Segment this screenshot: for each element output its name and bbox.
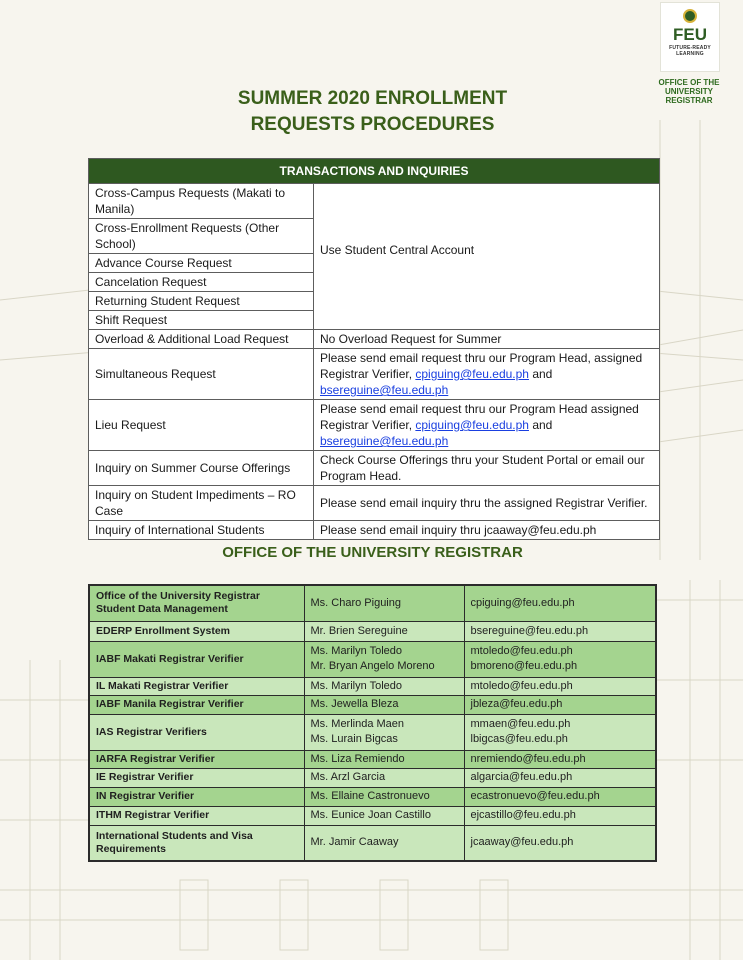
email-cell[interactable]: bsereguine@feu.edu.ph [464,621,656,641]
table-row [89,787,656,806]
email-cell[interactable]: cpiguing@feu.edu.ph [464,585,656,621]
office-cell: EDERP Enrollment System [89,621,304,641]
table-row [89,768,656,787]
office-label-line1: OFFICE OF THE [658,78,720,87]
university-seal-icon [683,9,697,23]
table-row [89,621,656,641]
request-cross-campus: Cross-Campus Requests (Makati to Manila) [89,184,314,219]
request-cross-enrollment: Cross-Enrollment Requests (Other School) [89,219,314,254]
international-note: Please send email inquiry thru jcaaway@feu.edu.ph [314,521,660,540]
person-cell: Ms. Merlinda Maen Ms. Lurain Bigcas [304,714,464,750]
person-cell: Ms. Liza Remiendo [304,750,464,768]
request-returning-student: Returning Student Request [89,292,314,311]
email-cell[interactable]: ejcastillo@feu.edu.ph [464,806,656,825]
email-link-cpiguing[interactable]: cpiguing@feu.edu.ph [415,367,529,381]
table-row [89,750,656,768]
course-offerings-note: Check Course Offerings thru your Student Portal or email our Program Head. [314,451,660,486]
person-cell: Ms. Jewella Bleza [304,695,464,714]
office-cell: IARFA Registrar Verifier [89,750,304,768]
office-cell: IABF Makati Registrar Verifier [89,641,304,677]
table-row [89,677,656,695]
simultaneous-note [314,349,660,400]
office-cell: IL Makati Registrar Verifier [89,677,304,695]
email-cell[interactable]: mtoledo@feu.edu.ph [464,677,656,695]
registrar-section-title: OFFICE OF THE UNIVERSITY REGISTRAR [222,544,523,561]
person-cell: Ms. Ellaine Castronuevo [304,787,464,806]
email-cell[interactable]: mmaen@feu.edu.ph lbigcas@feu.edu.ph [464,714,656,750]
logo-brand: FEU [673,25,707,44]
email-cell[interactable]: nremiendo@feu.edu.ph [464,750,656,768]
person-cell: Ms. Marilyn Toledo Mr. Bryan Angelo Moreno [304,641,464,677]
transactions-table [88,158,660,540]
person-cell: Ms. Charo Piguing [304,585,464,621]
simultaneous-note-and: and [528,367,553,381]
registrar-directory-table [88,584,657,862]
email-cell[interactable]: jbleza@feu.edu.ph [464,695,656,714]
table-row [89,806,656,825]
office-label-line3: REGISTRAR [665,96,713,105]
overload-label: Overload & Additional Load Request [89,330,314,349]
office-cell: IAS Registrar Verifiers [89,714,304,750]
person-cell: Ms. Arzl Garcia [304,768,464,787]
table-row [89,641,656,677]
logo-tagline-line2: LEARNING [676,51,704,57]
email-cell[interactable]: algarcia@feu.edu.ph [464,768,656,787]
office-cell: Office of the University Registrar Student Data Management [89,585,304,621]
lieu-note-text: Please send email request thru our Program Head assigned Registrar Verifier, [320,402,639,432]
simultaneous-label: Simultaneous Request [89,349,314,400]
office-cell: IN Registrar Verifier [89,787,304,806]
course-offerings-label: Inquiry on Summer Course Offerings [89,451,314,486]
table-row [89,585,656,621]
lieu-note [314,400,660,451]
page-title-line1: SUMMER 2020 ENROLLMENT [237,88,508,109]
request-advance-course: Advance Course Request [89,254,314,273]
office-cell: International Students and Visa Requirements [89,825,304,861]
office-cell: ITHM Registrar Verifier [89,806,304,825]
student-central-note: Use Student Central Account [314,184,660,330]
office-cell: IE Registrar Verifier [89,768,304,787]
table-row [89,825,656,861]
logo-tagline [669,45,711,57]
overload-note: No Overload Request for Summer [314,330,660,349]
impediments-label: Inquiry on Student Impediments – RO Case [89,486,314,521]
feu-logo [660,2,720,72]
table-row [89,695,656,714]
simultaneous-note-text: Please send email request thru our Program Head, assigned Registrar Verifier, [320,351,643,381]
email-cell[interactable]: ecastronuevo@feu.edu.ph [464,787,656,806]
person-cell: Ms. Marilyn Toledo [304,677,464,695]
logo-tagline-line1: FUTURE-READY [669,45,711,51]
page-title [150,86,595,138]
person-cell: Mr. Brien Sereguine [304,621,464,641]
email-cell[interactable]: jcaaway@feu.edu.ph [464,825,656,861]
table-row [89,714,656,750]
person-cell: Mr. Jamir Caaway [304,825,464,861]
office-label [652,78,726,105]
transactions-header: TRANSACTIONS AND INQUIRIES [89,159,660,184]
office-label-line2: UNIVERSITY [664,87,713,96]
email-cell[interactable]: mtoledo@feu.edu.ph bmoreno@feu.edu.ph [464,641,656,677]
request-cancelation: Cancelation Request [89,273,314,292]
impediments-note: Please send email inquiry thru the assigned Registrar Verifier. [314,486,660,521]
lieu-note-and: and [528,418,553,432]
person-cell: Ms. Eunice Joan Castillo [304,806,464,825]
office-cell: IABF Manila Registrar Verifier [89,695,304,714]
page-title-line2: REQUESTS PROCEDURES [250,114,495,135]
request-shift: Shift Request [89,311,314,330]
email-link-bsereguine[interactable]: bsereguine@feu.edu.ph [320,434,449,448]
email-link-cpiguing[interactable]: cpiguing@feu.edu.ph [415,418,529,432]
international-label: Inquiry of International Students [89,521,314,540]
email-link-bsereguine[interactable]: bsereguine@feu.edu.ph [320,383,449,397]
lieu-label: Lieu Request [89,400,314,451]
